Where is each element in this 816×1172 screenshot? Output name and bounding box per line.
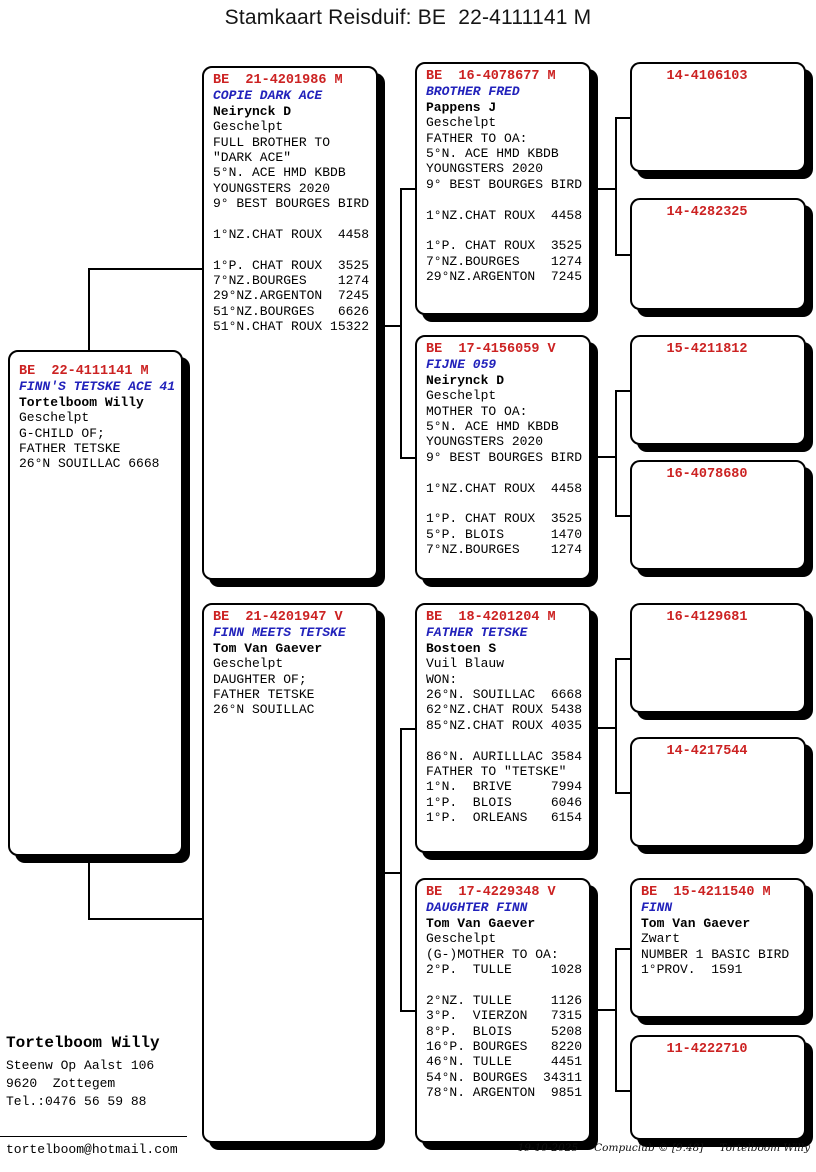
great-grandparent-box-4 (630, 460, 806, 570)
connector-line (88, 854, 90, 920)
detail-line: 2°P. TULLE 1028 (426, 961, 583, 977)
detail-line (426, 465, 587, 480)
bird-details (426, 388, 587, 557)
great-grandparent-box-2 (630, 198, 806, 310)
detail-line: FATHER TO OA: (426, 130, 528, 146)
detail-line: (G-)MOTHER TO OA: (426, 946, 559, 962)
detail-line: 26°N. SOUILLAC 6668 (426, 686, 583, 702)
owner-phone: Tel.:0476 56 59 88 (6, 1094, 147, 1109)
detail-line: Geschelpt (426, 115, 497, 131)
detail-line: G-CHILD OF; (19, 425, 105, 441)
connector-line (378, 325, 402, 327)
detail-line: 62°NZ.CHAT ROUX 5438 (426, 702, 583, 718)
detail-line: 5°N. ACE HMD KBDB (426, 145, 559, 161)
detail-line: 1°P. BLOIS 6046 (426, 794, 583, 810)
detail-line: DAUGHTER OF; (213, 671, 307, 687)
detail-line: 9° BEST BOURGES BIRD (426, 449, 583, 465)
connector-line (615, 948, 617, 1092)
detail-line: FATHER TO "TETSKE" (426, 763, 567, 779)
detail-line: Geschelpt (19, 410, 90, 426)
bird-details (19, 410, 179, 472)
detail-line: 1°PROV. 1591 (641, 961, 743, 977)
maternal-grandmother-box (415, 878, 591, 1143)
father-box (202, 66, 378, 580)
great-grandparent-box-6 (630, 737, 806, 847)
detail-line: Geschelpt (213, 656, 284, 672)
detail-line: WON: (426, 671, 458, 687)
detail-line: 85°NZ.CHAT ROUX 4035 (426, 717, 583, 733)
ring-number: 14-4106103 (666, 69, 748, 84)
bird-details (641, 931, 802, 977)
print-date: 19-10-2025 (517, 1142, 579, 1154)
detail-line: 51°NZ.BOURGES 6626 (213, 303, 370, 319)
ring-number: 14-4217544 (666, 744, 748, 759)
ring-number: BE 15-4211540 M (641, 885, 771, 900)
detail-line: YOUNGSTERS 2020 (213, 180, 331, 196)
connector-line (400, 188, 402, 459)
detail-line: 3°P. VIERZON 7315 (426, 1008, 583, 1024)
detail-line: 5°N. ACE HMD KBDB (426, 418, 559, 434)
connector-line (88, 268, 204, 270)
detail-line: 1°P. CHAT ROUX 3525 (426, 511, 583, 527)
detail-line: Vuil Blauw (426, 656, 505, 672)
detail-line (213, 242, 374, 257)
detail-line: 86°N. AURILLLAC 3584 (426, 748, 583, 764)
detail-line (426, 733, 587, 748)
detail-line: 7°NZ.BOURGES 1274 (426, 542, 583, 558)
fancier-name: Pappens J (426, 99, 497, 115)
fancier-name: Tom Van Gaever (426, 915, 536, 931)
detail-line: FATHER TETSKE (19, 440, 121, 456)
great-grandparent-box-3 (630, 335, 806, 445)
detail-line: Geschelpt (213, 119, 284, 135)
ring-number: BE 21-4201986 M (213, 73, 343, 88)
bird-details (426, 656, 587, 825)
connector-line (400, 728, 402, 1012)
bird-details (426, 931, 587, 1100)
ring-number: BE 16-4078677 M (426, 69, 556, 84)
owner-address-line1: Steenw Op Aalst 106 (6, 1058, 155, 1073)
detail-line: YOUNGSTERS 2020 (426, 161, 544, 177)
detail-line: 8°P. BLOIS 5208 (426, 1023, 583, 1039)
detail-line (426, 496, 587, 511)
ring-number: BE 22-4111141 M (19, 364, 149, 379)
ring-number: 16-4078680 (666, 467, 748, 482)
detail-line: 9° BEST BOURGES BIRD (213, 196, 370, 212)
detail-line: 16°P. BOURGES 8220 (426, 1038, 583, 1054)
detail-line: 54°N. BOURGES 34311 (426, 1069, 583, 1085)
detail-line: 1°P. CHAT ROUX 3525 (213, 257, 370, 273)
bird-name: COPIE DARK ACE (213, 88, 323, 104)
paternal-grandmother-box (415, 335, 591, 580)
detail-line: 46°N. TULLE 4451 (426, 1054, 583, 1070)
ring-number: BE 21-4201947 V (213, 610, 343, 625)
fancier-name: Tom Van Gaever (213, 640, 323, 656)
owner-email: tortelboom@hotmail.com (6, 1142, 178, 1157)
detail-line: 7°NZ.BOURGES 1274 (426, 253, 583, 269)
fancier-name: Bostoen S (426, 640, 497, 656)
paternal-grandfather-box (415, 62, 591, 315)
detail-line (213, 212, 374, 227)
detail-line: Geschelpt (426, 388, 497, 404)
connector-line (615, 390, 617, 517)
maternal-grandfather-box (415, 603, 591, 853)
ring-number: BE 17-4229348 V (426, 885, 556, 900)
mother-box (202, 603, 378, 1143)
great-grandparent-box-1 (630, 62, 806, 172)
ring-number: BE 18-4201204 M (426, 610, 556, 625)
fancier-name: Neirynck D (426, 372, 505, 388)
detail-line: FULL BROTHER TO (213, 134, 331, 150)
detail-line: "DARK ACE" (213, 149, 292, 165)
connector-line (591, 456, 617, 458)
connector-line (591, 188, 617, 190)
bird-name: DAUGHTER FINN (426, 900, 528, 916)
detail-line: 5°N. ACE HMD KBDB (213, 165, 346, 181)
detail-line: 9° BEST BOURGES BIRD (426, 176, 583, 192)
detail-line: MOTHER TO OA: (426, 403, 528, 419)
great-grandparent-box-7 (630, 878, 806, 1018)
detail-line (426, 223, 587, 238)
fancier-name: Tom Van Gaever (641, 915, 751, 931)
bird-details (213, 656, 374, 718)
bird-name: FINN (641, 900, 673, 916)
ring-number: 14-4282325 (666, 205, 748, 220)
ring-number: 11-4222710 (666, 1042, 748, 1057)
detail-line: 29°NZ.ARGENTON 7245 (426, 269, 583, 285)
printed-by: Tortelboom Willy (719, 1142, 810, 1154)
fancier-name: Tortelboom Willy (19, 394, 144, 410)
owner-separator-line (0, 1136, 187, 1137)
detail-line: NUMBER 1 BASIC BIRD (641, 946, 790, 962)
owner-address-line2: 9620 Zottegem (6, 1076, 116, 1091)
connector-line (591, 727, 617, 729)
connector-line (591, 1009, 617, 1011)
bird-details (426, 115, 587, 284)
page-title: Stamkaart Reisduif: BE 22-4111141 M (224, 6, 592, 29)
detail-line: YOUNGSTERS 2020 (426, 434, 544, 450)
connector-line (615, 658, 617, 794)
ring-number: 15-4211812 (666, 342, 748, 357)
bird-name: BROTHER FRED (426, 84, 520, 100)
detail-line: 1°NZ.CHAT ROUX 4458 (426, 207, 583, 223)
detail-line: 1°N. BRIVE 7994 (426, 779, 583, 795)
bird-name: FIJNE 059 (426, 357, 497, 373)
detail-line (426, 192, 587, 207)
detail-line: 2°NZ. TULLE 1126 (426, 992, 583, 1008)
great-grandparent-box-8 (630, 1035, 806, 1140)
owner-name: Tortelboom Willy (6, 1034, 160, 1052)
detail-line: 7°NZ.BOURGES 1274 (213, 273, 370, 289)
bird-name: FATHER TETSKE (426, 625, 528, 641)
detail-line: 78°N. ARGENTON 9851 (426, 1085, 583, 1101)
bird-name: FINN'S TETSKE ACE 41 (19, 379, 176, 395)
connector-line (88, 918, 204, 920)
software-credit: Compuclub © [9.48] (594, 1142, 704, 1154)
connector-line (615, 117, 617, 256)
ring-number: 16-4129681 (666, 610, 748, 625)
connector-line (378, 872, 402, 874)
detail-line: 1°P. ORLEANS 6154 (426, 810, 583, 826)
print-footer (502, 1142, 810, 1154)
bird-name: FINN MEETS TETSKE (213, 625, 346, 641)
fancier-name: Neirynck D (213, 103, 292, 119)
great-grandparent-box-5 (630, 603, 806, 713)
bird-details (213, 119, 374, 334)
detail-line: 29°NZ.ARGENTON 7245 (213, 288, 370, 304)
detail-line: 1°NZ.CHAT ROUX 4458 (426, 480, 583, 496)
detail-line: 26°N SOUILLAC 6668 (19, 456, 160, 472)
detail-line: 1°NZ.CHAT ROUX 4458 (213, 226, 370, 242)
subject-box (8, 350, 183, 856)
detail-line: Geschelpt (426, 931, 497, 947)
detail-line: 51°N.CHAT ROUX 15322 (213, 319, 370, 335)
detail-line: 26°N SOUILLAC (213, 702, 315, 718)
detail-line (426, 977, 587, 992)
ring-number: BE 17-4156059 V (426, 342, 556, 357)
detail-line: 1°P. CHAT ROUX 3525 (426, 238, 583, 254)
detail-line: FATHER TETSKE (213, 686, 315, 702)
detail-line: Zwart (641, 931, 681, 947)
connector-line (88, 268, 90, 352)
detail-line: 5°P. BLOIS 1470 (426, 526, 583, 542)
